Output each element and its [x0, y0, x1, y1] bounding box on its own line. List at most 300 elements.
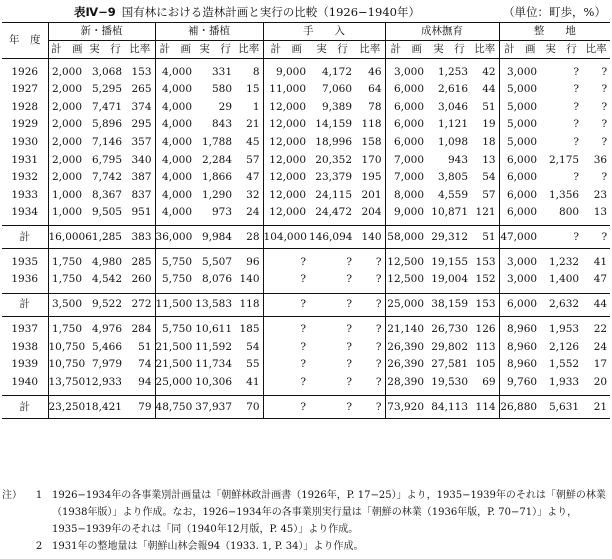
- table-cell: 7,742: [91, 171, 122, 184]
- table-row: [2, 271, 610, 293]
- table-cell: 4,172: [321, 65, 353, 78]
- subheader-ratio: 比率: [125, 41, 155, 59]
- table-cell: 21: [582, 395, 610, 418]
- table-cell: 47: [593, 273, 608, 286]
- table-cell: 6,000: [499, 186, 540, 204]
- table-cell: 5,896: [91, 118, 122, 131]
- footnote-number: 2: [35, 541, 43, 552]
- table-cell: 185: [239, 323, 260, 336]
- table-cell: 8,960: [499, 316, 540, 338]
- table-cell: ?: [263, 373, 309, 395]
- table-cell: 16,000: [48, 226, 85, 249]
- table-cell: 285: [131, 255, 152, 268]
- table-cell: 11,592: [195, 340, 233, 353]
- table-cell: ?: [355, 293, 385, 316]
- table-cell: 19,530: [431, 375, 469, 388]
- table-row: [2, 59, 610, 81]
- table-cell: 153: [131, 65, 152, 78]
- table-cell: 10,306: [195, 375, 233, 388]
- table-cell: 44: [482, 83, 496, 96]
- subheader-plan: 計 画: [385, 41, 427, 59]
- table-cell: 3,068: [91, 65, 122, 78]
- table-cell: 105: [475, 358, 496, 371]
- table-cell: 38,159: [427, 293, 471, 316]
- table-cell: 2,616: [437, 83, 469, 96]
- table-cell: 1,552: [549, 358, 580, 371]
- year-cell: 1932: [2, 169, 48, 187]
- table-cell: 64: [368, 83, 382, 96]
- table-cell: ?: [346, 340, 353, 353]
- table-cell: 36: [593, 153, 608, 166]
- table-cell: ?: [375, 340, 382, 353]
- table-cell: 374: [131, 100, 152, 113]
- table-cell: 36,000: [155, 226, 195, 249]
- table-cell: 4,559: [437, 188, 469, 201]
- table-cell: 153: [475, 255, 496, 268]
- footnotes: [2, 487, 608, 555]
- table-row: [2, 204, 610, 226]
- table-cell: 6,795: [91, 153, 122, 166]
- subheader-ratio: 比率: [355, 41, 385, 59]
- table-cell: 113: [475, 340, 496, 353]
- table-cell: 8,000: [385, 186, 427, 204]
- table-cell: ?: [573, 100, 580, 113]
- table-cell: 5,466: [91, 340, 122, 353]
- table-cell: ?: [573, 135, 580, 148]
- table-cell: ?: [346, 358, 353, 371]
- table-row: [2, 151, 610, 169]
- year-cell: 1930: [2, 133, 48, 151]
- table-cell: 1,750: [51, 255, 82, 268]
- table-cell: ?: [573, 171, 580, 184]
- subheader-ratio: 比率: [582, 41, 610, 59]
- table-cell: 201: [361, 188, 382, 201]
- table-cell: 357: [131, 135, 152, 148]
- table-cell: 114: [471, 395, 499, 418]
- year-cell: 1929: [2, 116, 48, 134]
- table-cell: 10,750: [48, 340, 85, 353]
- table-cell: 1,750: [51, 273, 82, 286]
- table-cell: ?: [573, 118, 580, 131]
- table-cell: 12,000: [263, 186, 309, 204]
- table-cell: 8,076: [201, 273, 233, 286]
- table-cell: 5,000: [499, 98, 540, 116]
- table-cell: ?: [263, 271, 309, 293]
- table-cell: 18: [482, 135, 496, 148]
- footnote-number: 1: [35, 490, 43, 501]
- table-cell: 9,505: [91, 206, 122, 219]
- table-number: 表Ⅳ−9: [74, 5, 116, 19]
- table-cell: 74: [138, 358, 152, 371]
- table-cell: 1: [252, 100, 260, 113]
- table-cell: ?: [355, 395, 385, 418]
- table-cell: 18,996: [315, 135, 353, 148]
- table-cell: ?: [601, 83, 608, 96]
- table-cell: 3,000: [499, 249, 540, 271]
- table-cell: 18,421: [85, 395, 125, 418]
- table-cell: 69: [482, 375, 496, 388]
- year-cell: 計: [2, 226, 48, 249]
- table-cell: ?: [601, 171, 608, 184]
- table-cell: 29,802: [431, 340, 469, 353]
- table-cell: 28: [235, 226, 263, 249]
- table-cell: 12,000: [263, 133, 309, 151]
- table-cell: 3,805: [437, 171, 469, 184]
- table-cell: 12,500: [385, 249, 427, 271]
- footnote-1: [2, 487, 608, 538]
- table-cell: 70: [235, 395, 263, 418]
- table-cell: 204: [361, 206, 382, 219]
- year-cell: 1927: [2, 81, 48, 99]
- table-cell: 580: [211, 83, 233, 96]
- table-cell: 51: [482, 100, 496, 113]
- table-cell: ?: [601, 65, 608, 78]
- table-cell: 6,000: [385, 81, 427, 99]
- table-cell: 1,290: [201, 188, 233, 201]
- year-cell: 1934: [2, 204, 48, 226]
- table-cell: 12,000: [263, 98, 309, 116]
- table-cell: 1,788: [201, 135, 233, 148]
- table-cell: 4,000: [155, 81, 195, 99]
- table-cell: 7,471: [91, 100, 122, 113]
- table-cell: 943: [448, 153, 469, 166]
- table-cell: 10,611: [195, 323, 233, 336]
- table-row: [2, 356, 610, 374]
- table-row: [2, 81, 610, 99]
- table-cell: 3,046: [437, 100, 469, 113]
- table-cell: 8: [252, 65, 260, 78]
- table-cell: 387: [131, 171, 152, 184]
- table-cell: 4,000: [155, 204, 195, 226]
- table-cell: 44: [582, 293, 610, 316]
- table-cell: 1,098: [437, 135, 469, 148]
- table-cell: 9,389: [321, 100, 353, 113]
- total-row: [2, 395, 610, 418]
- subheader-plan: 計 画: [499, 41, 540, 59]
- table-cell: 23: [593, 188, 608, 201]
- table-cell: 19,155: [431, 255, 469, 268]
- table-cell: 12,000: [263, 116, 309, 134]
- year-cell: 計: [2, 395, 48, 418]
- table-cell: ?: [375, 255, 382, 268]
- table-cell: 843: [211, 118, 233, 131]
- table-cell: 26,880: [499, 395, 540, 418]
- table-cell: 2,000: [51, 118, 82, 131]
- table-cell: 20,352: [315, 153, 353, 166]
- table-cell: 9,522: [85, 293, 125, 316]
- table-title-text: 国有林における造林計画と実行の比較（1926−1940年）: [121, 5, 420, 19]
- table-cell: 4,542: [91, 273, 122, 286]
- footnote-2: [2, 538, 608, 555]
- table-cell: ?: [601, 118, 608, 131]
- table-cell: ?: [309, 395, 355, 418]
- table-cell: 21: [246, 118, 260, 131]
- table-cell: ?: [573, 83, 580, 96]
- table-cell: 24: [593, 340, 608, 353]
- table-cell: 4,000: [155, 116, 195, 134]
- group-header-stand-care: 成林撫育: [385, 23, 499, 41]
- table-cell: 1,000: [51, 188, 82, 201]
- table-cell: 12,000: [263, 204, 309, 226]
- table-cell: 61,285: [85, 226, 125, 249]
- table-cell: 37,937: [195, 395, 235, 418]
- table-cell: 5,000: [499, 81, 540, 99]
- table-cell: 26,390: [385, 356, 427, 374]
- table-cell: 265: [131, 83, 152, 96]
- table-cell: 1,121: [437, 118, 469, 131]
- year-header: 年 度: [2, 23, 48, 59]
- table-cell: 2,000: [51, 171, 82, 184]
- table-cell: ?: [263, 249, 309, 271]
- table-cell: 1,000: [51, 206, 82, 219]
- table-cell: 41: [593, 255, 608, 268]
- table-row: [2, 116, 610, 134]
- table-cell: ?: [375, 358, 382, 371]
- table-cell: 4,976: [91, 323, 122, 336]
- table-cell: 2,000: [51, 135, 82, 148]
- table-cell: 24,472: [315, 206, 353, 219]
- table-cell: 48,750: [155, 395, 195, 418]
- table-cell: ?: [573, 65, 580, 78]
- table-cell: 13,583: [195, 293, 235, 316]
- year-cell: 1935: [2, 249, 48, 271]
- table-body: [2, 59, 610, 419]
- table-cell: 951: [131, 206, 152, 219]
- table-row: [2, 316, 610, 338]
- footnote-text: 1926−1934年の各事業別計画量は「朝鮮林政計画書（1926年，P. 17−25）」より，1935−1939年のそれは「朝鮮の林業（1938年版）」より作成。なお，1926−1934年の各事業別実行量は「朝鮮の林業（1936年版，P. 70−71）」より，1935−1939年のそれは「同（1940年12月版，P. 45）」より作成。: [52, 490, 606, 535]
- table-cell: 24: [246, 206, 260, 219]
- table-cell: 5,750: [155, 271, 195, 293]
- subheader-actual: 実 行: [195, 41, 235, 59]
- table-cell: 118: [235, 293, 263, 316]
- table-cell: 5,295: [91, 83, 122, 96]
- table-cell: 12,500: [385, 271, 427, 293]
- table-cell: 12,000: [263, 169, 309, 187]
- table-cell: 3,000: [385, 59, 427, 81]
- table-cell: 152: [475, 273, 496, 286]
- table-cell: 2,175: [549, 153, 580, 166]
- table-cell: ?: [346, 255, 353, 268]
- table-cell: 10,750: [48, 358, 85, 371]
- table-cell: 1,750: [51, 323, 82, 336]
- table-cell: 4,980: [91, 255, 122, 268]
- table-cell: 7,060: [321, 83, 353, 96]
- table-cell: 158: [361, 135, 382, 148]
- table-cell: 837: [131, 188, 152, 201]
- table-cell: 170: [361, 153, 382, 166]
- subheader-plan: 計 画: [155, 41, 195, 59]
- table-cell: 28,390: [385, 373, 427, 395]
- table-cell: 15: [246, 83, 260, 96]
- table-cell: 32: [246, 188, 260, 201]
- table-cell: 8,960: [499, 356, 540, 374]
- table-cell: 153: [471, 293, 499, 316]
- table-cell: 195: [361, 171, 382, 184]
- table-cell: 9,984: [195, 226, 235, 249]
- year-cell: 1933: [2, 186, 48, 204]
- table-cell: ?: [582, 226, 610, 249]
- year-cell: 計: [2, 293, 48, 316]
- group-header-supplementary-planting: 補・播植: [155, 23, 263, 41]
- table-cell: 331: [211, 65, 233, 78]
- table-cell: ?: [263, 395, 309, 418]
- table-cell: 13: [593, 206, 608, 219]
- table-cell: 1,232: [549, 255, 580, 268]
- table-cell: 25,000: [155, 373, 195, 395]
- table-cell: 79: [125, 395, 155, 418]
- table-cell: 4,000: [155, 151, 195, 169]
- table-cell: 9,000: [385, 204, 427, 226]
- header-row-groups: [2, 23, 610, 41]
- table-cell: 13: [482, 153, 496, 166]
- table-cell: 4,000: [155, 59, 195, 81]
- table-cell: 11,734: [195, 358, 233, 371]
- table-cell: 383: [125, 226, 155, 249]
- table-cell: 146,094: [309, 226, 355, 249]
- table-cell: 3,000: [499, 271, 540, 293]
- table-cell: 42: [482, 65, 496, 78]
- table-cell: 284: [131, 323, 152, 336]
- total-row: [2, 293, 610, 316]
- table-row: [2, 249, 610, 271]
- table-cell: 5,507: [201, 255, 233, 268]
- table-cell: 4,000: [155, 133, 195, 151]
- table-cell: 51: [471, 226, 499, 249]
- table-cell: 1,400: [549, 273, 580, 286]
- subheader-plan: 計 画: [263, 41, 309, 59]
- subheader-ratio: 比率: [471, 41, 499, 59]
- table-cell: 140: [355, 226, 385, 249]
- table-cell: 272: [125, 293, 155, 316]
- table-cell: 6,000: [499, 169, 540, 187]
- table-cell: 13,750: [48, 375, 85, 388]
- table-cell: ?: [601, 100, 608, 113]
- table-row: [2, 186, 610, 204]
- table-cell: 73,920: [385, 395, 427, 418]
- table-cell: 5,000: [499, 116, 540, 134]
- table-cell: 6,000: [499, 204, 540, 226]
- table-cell: 14,159: [315, 118, 353, 131]
- table-cell: ?: [601, 135, 608, 148]
- table-cell: 54: [482, 171, 496, 184]
- table-cell: 1,953: [549, 323, 580, 336]
- table-row: [2, 373, 610, 395]
- table-cell: 12,000: [263, 151, 309, 169]
- table-cell: 10,871: [431, 206, 469, 219]
- table-cell: 6,000: [385, 133, 427, 151]
- data-table: [2, 22, 610, 419]
- table-cell: ?: [263, 293, 309, 316]
- table-cell: 51: [138, 340, 152, 353]
- subheader-plan: 計 画: [48, 41, 85, 59]
- table-cell: 8,367: [91, 188, 122, 201]
- table-cell: 1,356: [549, 188, 580, 201]
- table-cell: 47: [246, 171, 260, 184]
- subheader-actual: 実 行: [427, 41, 471, 59]
- subheader-actual: 実 行: [540, 41, 582, 59]
- header-row-sub: [2, 41, 610, 59]
- table-cell: 17: [593, 358, 608, 371]
- table-cell: 57: [246, 153, 260, 166]
- table-cell: 45: [246, 135, 260, 148]
- table-cell: ?: [540, 226, 582, 249]
- table-cell: 140: [239, 273, 260, 286]
- table-cell: 25,000: [385, 293, 427, 316]
- table-cell: 4,000: [155, 186, 195, 204]
- table-cell: 9,000: [263, 59, 309, 81]
- table-cell: ?: [346, 375, 353, 388]
- table-cell: 11,000: [263, 81, 309, 99]
- table-cell: ?: [309, 293, 355, 316]
- table-cell: ?: [263, 338, 309, 356]
- table-cell: 973: [211, 206, 233, 219]
- table-cell: 340: [131, 153, 152, 166]
- table-row: [2, 133, 610, 151]
- year-cell: 1928: [2, 98, 48, 116]
- year-cell: 1938: [2, 338, 48, 356]
- table-cell: 2,632: [540, 293, 582, 316]
- table-cell: ?: [375, 375, 382, 388]
- table-cell: 2,126: [549, 340, 580, 353]
- footnote-label: 注）: [2, 490, 22, 501]
- table-cell: 19: [482, 118, 496, 131]
- subheader-ratio: 比率: [235, 41, 263, 59]
- table-cell: 24,115: [315, 188, 353, 201]
- year-cell: 1940: [2, 373, 48, 395]
- table-cell: 22: [593, 323, 608, 336]
- table-cell: 26,390: [385, 338, 427, 356]
- table-cell: 26,730: [431, 323, 469, 336]
- table-cell: 6,000: [499, 151, 540, 169]
- table-title: [74, 4, 420, 20]
- table-cell: 260: [131, 273, 152, 286]
- table-cell: 23,250: [48, 395, 85, 418]
- table-cell: 12,933: [85, 375, 122, 388]
- table-cell: 1,933: [549, 375, 580, 388]
- table-cell: 23,379: [315, 171, 353, 184]
- group-header-tending: 手 入: [263, 23, 385, 41]
- table-cell: ?: [263, 316, 309, 338]
- table-cell: 2,000: [51, 153, 82, 166]
- year-cell: 1937: [2, 316, 48, 338]
- total-row: [2, 226, 610, 249]
- table-cell: ?: [375, 323, 382, 336]
- table-cell: 4,000: [155, 169, 195, 187]
- table-cell: 29,312: [427, 226, 471, 249]
- table-cell: 21,500: [155, 338, 195, 356]
- table-cell: ?: [346, 273, 353, 286]
- table-cell: 7,146: [91, 135, 122, 148]
- year-cell: 1939: [2, 356, 48, 374]
- table-cell: 295: [131, 118, 152, 131]
- table-cell: 1,866: [201, 171, 233, 184]
- table-cell: 2,000: [51, 100, 82, 113]
- table-cell: 2,000: [51, 65, 82, 78]
- table-cell: ?: [375, 273, 382, 286]
- table-cell: 3,000: [499, 59, 540, 81]
- subheader-actual: 実 行: [85, 41, 125, 59]
- subheader-actual: 実 行: [309, 41, 355, 59]
- table-cell: 6,000: [385, 116, 427, 134]
- table-cell: 96: [246, 255, 260, 268]
- table-cell: 46: [368, 65, 382, 78]
- table-cell: 84,113: [427, 395, 471, 418]
- group-header-new-planting: 新・播植: [48, 23, 155, 41]
- table-cell: 41: [246, 375, 260, 388]
- table-cell: 29: [218, 100, 233, 113]
- table-cell: 8,960: [499, 338, 540, 356]
- table-cell: 11,500: [155, 293, 195, 316]
